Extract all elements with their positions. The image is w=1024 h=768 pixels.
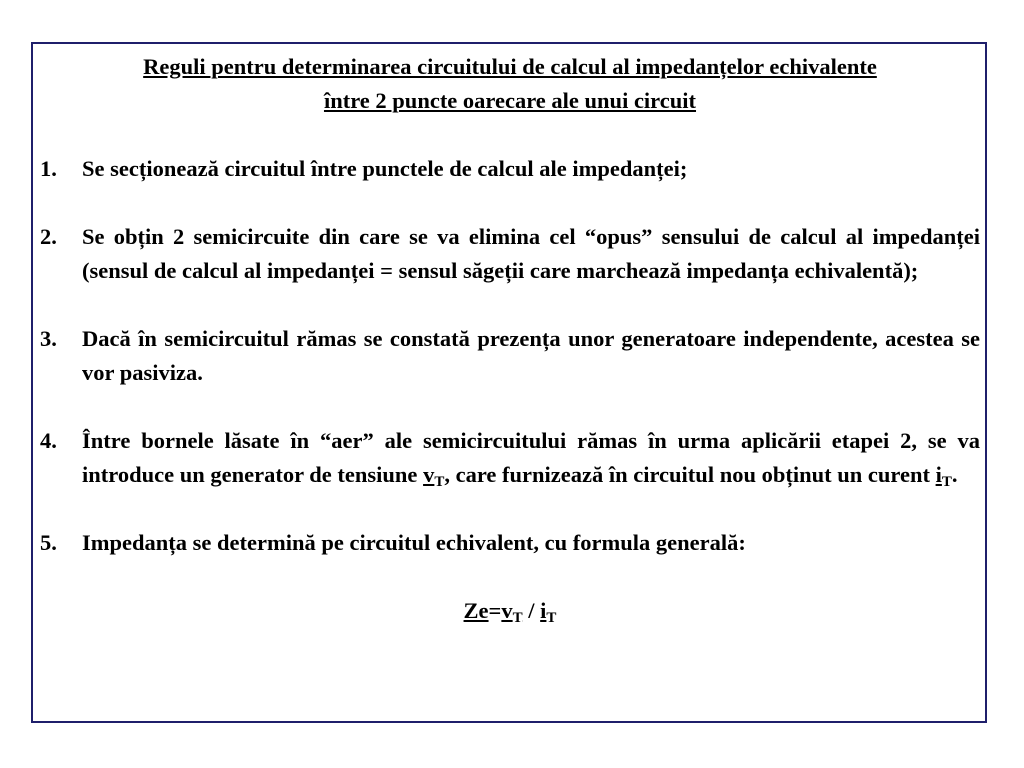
list-item-number: 4. xyxy=(40,428,57,453)
list-item-text: Impedanța se determină pe circuitul echivalent, cu formula generală: xyxy=(82,530,746,555)
title-line-2: între 2 puncte oarecare ale unui circuit xyxy=(323,88,697,113)
voltage-symbol: $v_T$ xyxy=(423,462,445,490)
list-item-number: 5. xyxy=(40,530,57,555)
list-item-text-a: Între bornele lăsate în “aer” ale semicircuitului rămas în urma aplicării etapei 2, se va introduce un generator de tensiune xyxy=(82,428,980,487)
impedance-formula xyxy=(40,594,980,628)
formula-ze: Ze xyxy=(463,598,489,623)
list-item-text-b: , care furnizează în circuitul nou obținut un curent xyxy=(444,462,936,487)
list-item-number: 1. xyxy=(40,156,57,181)
list-item-2 xyxy=(40,220,980,288)
list-item-text: Se secționează circuitul între punctele de calcul ale impedanței; xyxy=(82,156,688,181)
slide-title xyxy=(40,50,980,118)
formula-slash: / xyxy=(522,598,541,623)
slide-content xyxy=(40,50,980,628)
formula-current: $i_T$ xyxy=(540,598,557,626)
list-item-text-c: . xyxy=(951,462,958,487)
title-line-1: Reguli pentru determinarea circuitului de calcul al impedanțelor echivalente xyxy=(143,54,877,79)
formula-equals: = xyxy=(488,598,502,623)
formula-voltage: $v_T$ xyxy=(501,598,523,626)
list-item-3 xyxy=(40,322,980,390)
current-symbol: $i_T$ xyxy=(935,462,952,490)
list-item-number: 2. xyxy=(40,224,57,249)
list-item-number: 3. xyxy=(40,326,57,351)
list-item-1 xyxy=(40,152,980,186)
list-item-5 xyxy=(40,526,980,560)
list-item-text: Se obțin 2 semicircuite din care se va elimina cel “opus” sensului de calcul al impedanței (sensul de calcul al impedanței = sensul săgeții care marchează impedanța echivalentă); xyxy=(82,224,980,283)
list-item-4 xyxy=(40,424,980,492)
list-item-text: Dacă în semicircuitul rămas se constată prezența unor generatoare independente, acestea se vor pasiviza. xyxy=(82,326,980,385)
